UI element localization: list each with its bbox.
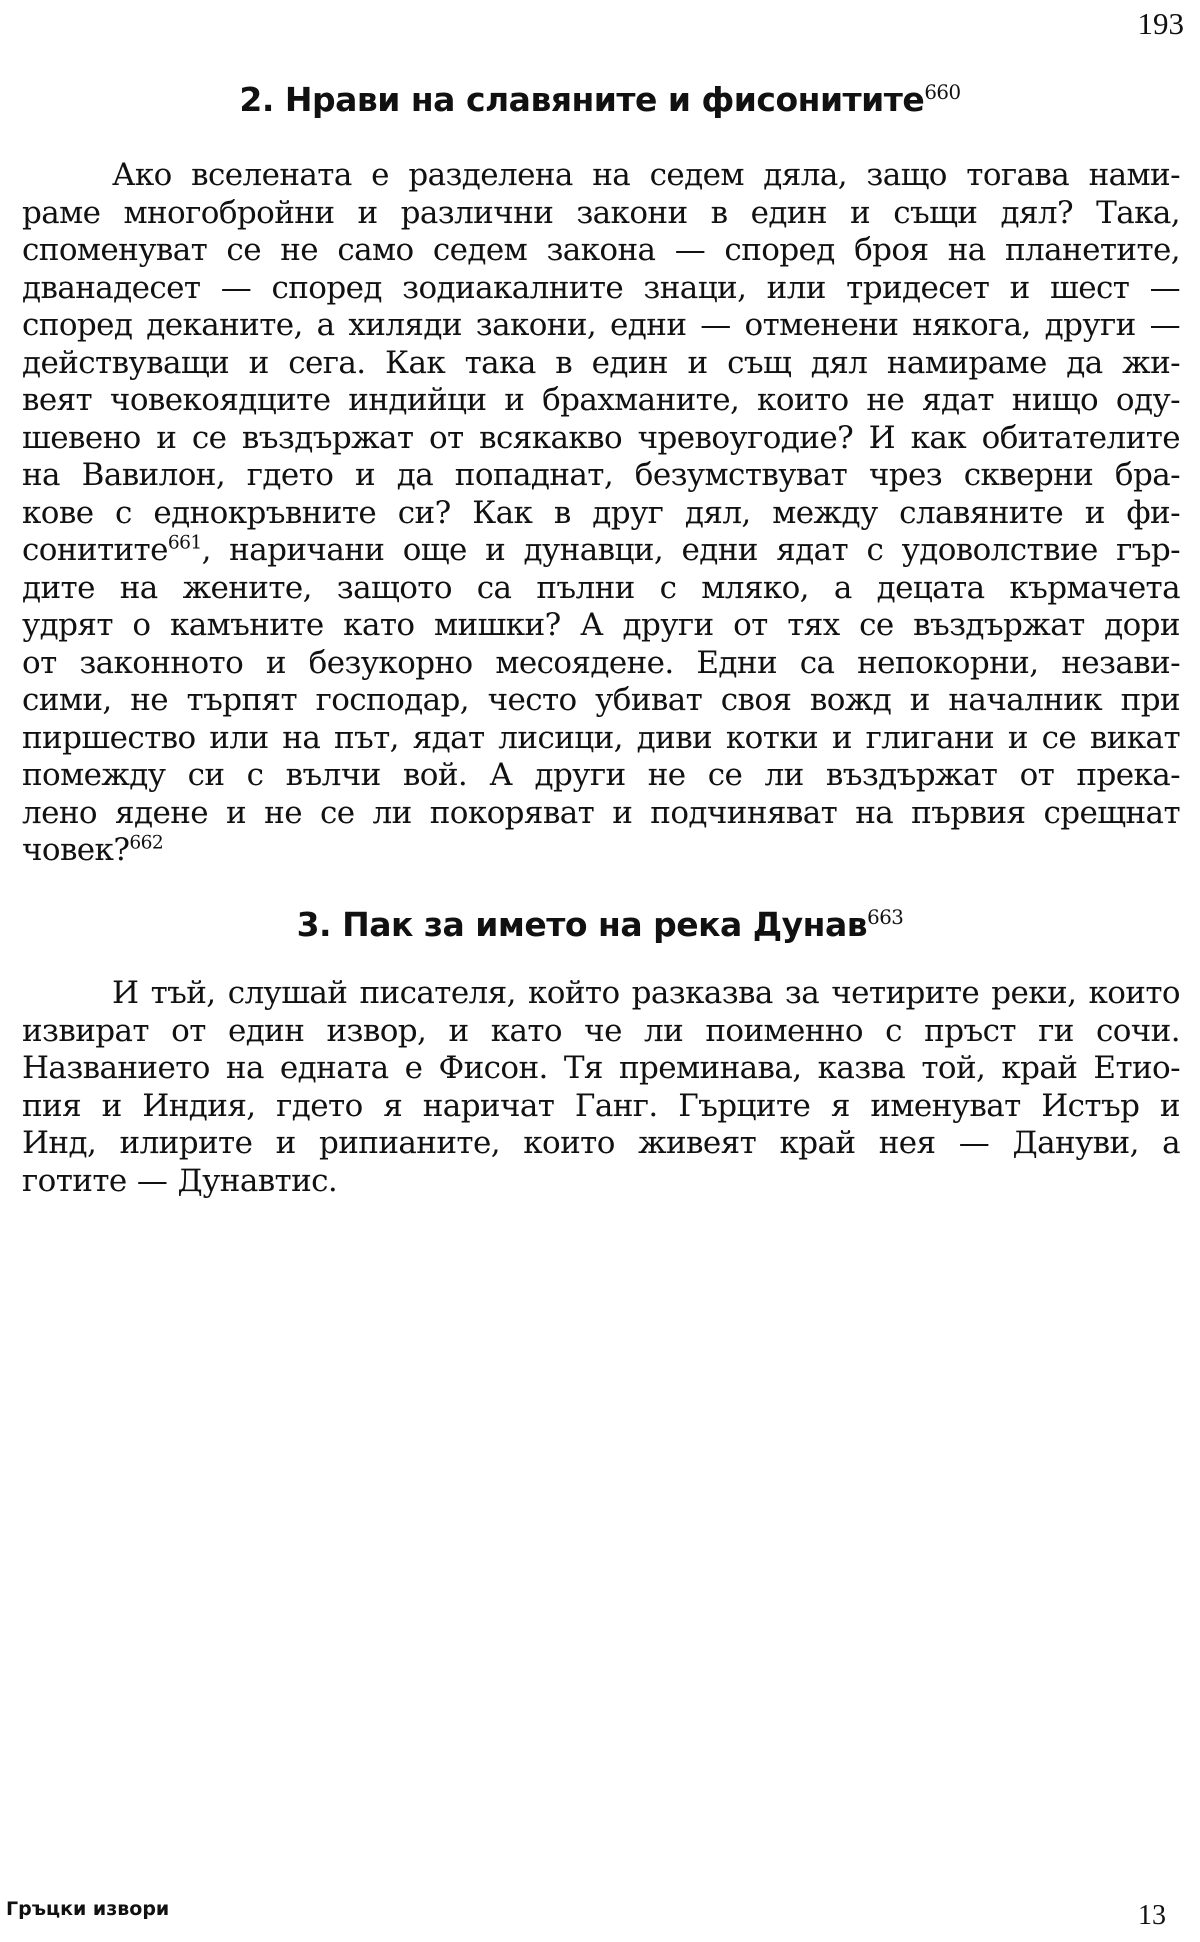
page-number: 193 bbox=[1137, 6, 1184, 41]
text-line: шевено и се въздържат от всякакво чревоугодие? И как обитателите bbox=[22, 419, 1180, 456]
text-line: Ако вселената е разделена на седем дяла, защо тогава нами- bbox=[112, 157, 1180, 193]
section-title-text: 3. Пак за името на река Дунав bbox=[296, 905, 868, 944]
text-line: И тъй, слушай писателя, който разказва за четирите реки, които bbox=[112, 975, 1180, 1011]
text-line: Названието на едната е Фисон. Тя преминава, казва той, край Етио- bbox=[22, 1050, 1180, 1086]
paragraph bbox=[22, 157, 1180, 870]
text-line: пия и Индия, гдето я наричат Ганг. Гърците я именуват Истър и bbox=[22, 1087, 1180, 1124]
text-line: помежду си с вълчи вой. А други не се ли въздържат от прека- bbox=[22, 757, 1180, 793]
text-line: дите на жените, защото са пълни с мляко, а децата кърмачета bbox=[22, 569, 1180, 606]
footnote-ref: 663 bbox=[867, 906, 904, 929]
footer-signature: 13 bbox=[1138, 1900, 1166, 1931]
text-line: готите — Дунавтис. bbox=[22, 1162, 338, 1199]
text-line: пиршество или на път, ядат лисици, диви котки и глигани и се викат bbox=[22, 719, 1180, 756]
text-line: извират от един извор, и като че ли поименно с пръст ги сочи. bbox=[22, 1012, 1180, 1049]
paragraph bbox=[22, 975, 1180, 1200]
text-line: лено ядене и не се ли покоряват и подчиняват на първия срещнат bbox=[22, 794, 1180, 831]
text-line: раме многобройни и различни закони в един и същи дял? Така, bbox=[22, 194, 1180, 231]
section-title-text: 2. Нрави на славяните и фисонитите bbox=[239, 80, 925, 119]
text-line bbox=[22, 532, 1180, 570]
text-line bbox=[22, 832, 1180, 870]
text-line: веят човекоядците индийци и брахманите, които не ядат нищо оду- bbox=[22, 382, 1180, 418]
text-fragment: човек? bbox=[22, 832, 130, 868]
text-line: споменуват се не само седем закона — според броя на планетите, bbox=[22, 232, 1180, 268]
footer-source: Гръцки извори bbox=[6, 1898, 170, 1920]
footnote-ref: 662 bbox=[129, 832, 164, 854]
text-fragment: , наричани още и дунавци, едни ядат с удоволствие гър- bbox=[201, 532, 1180, 568]
section-title bbox=[0, 905, 1200, 944]
text-line: действуващи и сега. Как така в един и същ дял намираме да жи- bbox=[22, 344, 1180, 381]
footnote-ref: 661 bbox=[167, 532, 202, 554]
text-line: удрят о камъните като мишки? А други от тях се въздържат дори bbox=[22, 607, 1180, 643]
text-line: сими, не търпят господар, често убиват своя вожд и началник при bbox=[22, 682, 1180, 718]
text-line: от законното и безукорно месоядене. Едни са непокорни, незави- bbox=[22, 644, 1180, 681]
text-line: Инд, илирите и рипианите, които живеят край нея — Дануви, а bbox=[22, 1125, 1180, 1161]
section-title bbox=[0, 80, 1200, 119]
text-line: кове с еднокръвните си? Как в друг дял, между славяните и фи- bbox=[22, 494, 1180, 531]
text-line: според деканите, а хиляди закони, едни — отменени някога, други — bbox=[22, 307, 1180, 343]
footnote-ref: 660 bbox=[924, 81, 961, 104]
text-fragment: сонитите bbox=[22, 532, 168, 568]
text-line: на Вавилон, гдето и да попаднат, безумствуват чрез скверни бра- bbox=[22, 457, 1180, 493]
text-line: дванадесет — според зодиакалните знаци, или тридесет и шест — bbox=[22, 269, 1180, 306]
